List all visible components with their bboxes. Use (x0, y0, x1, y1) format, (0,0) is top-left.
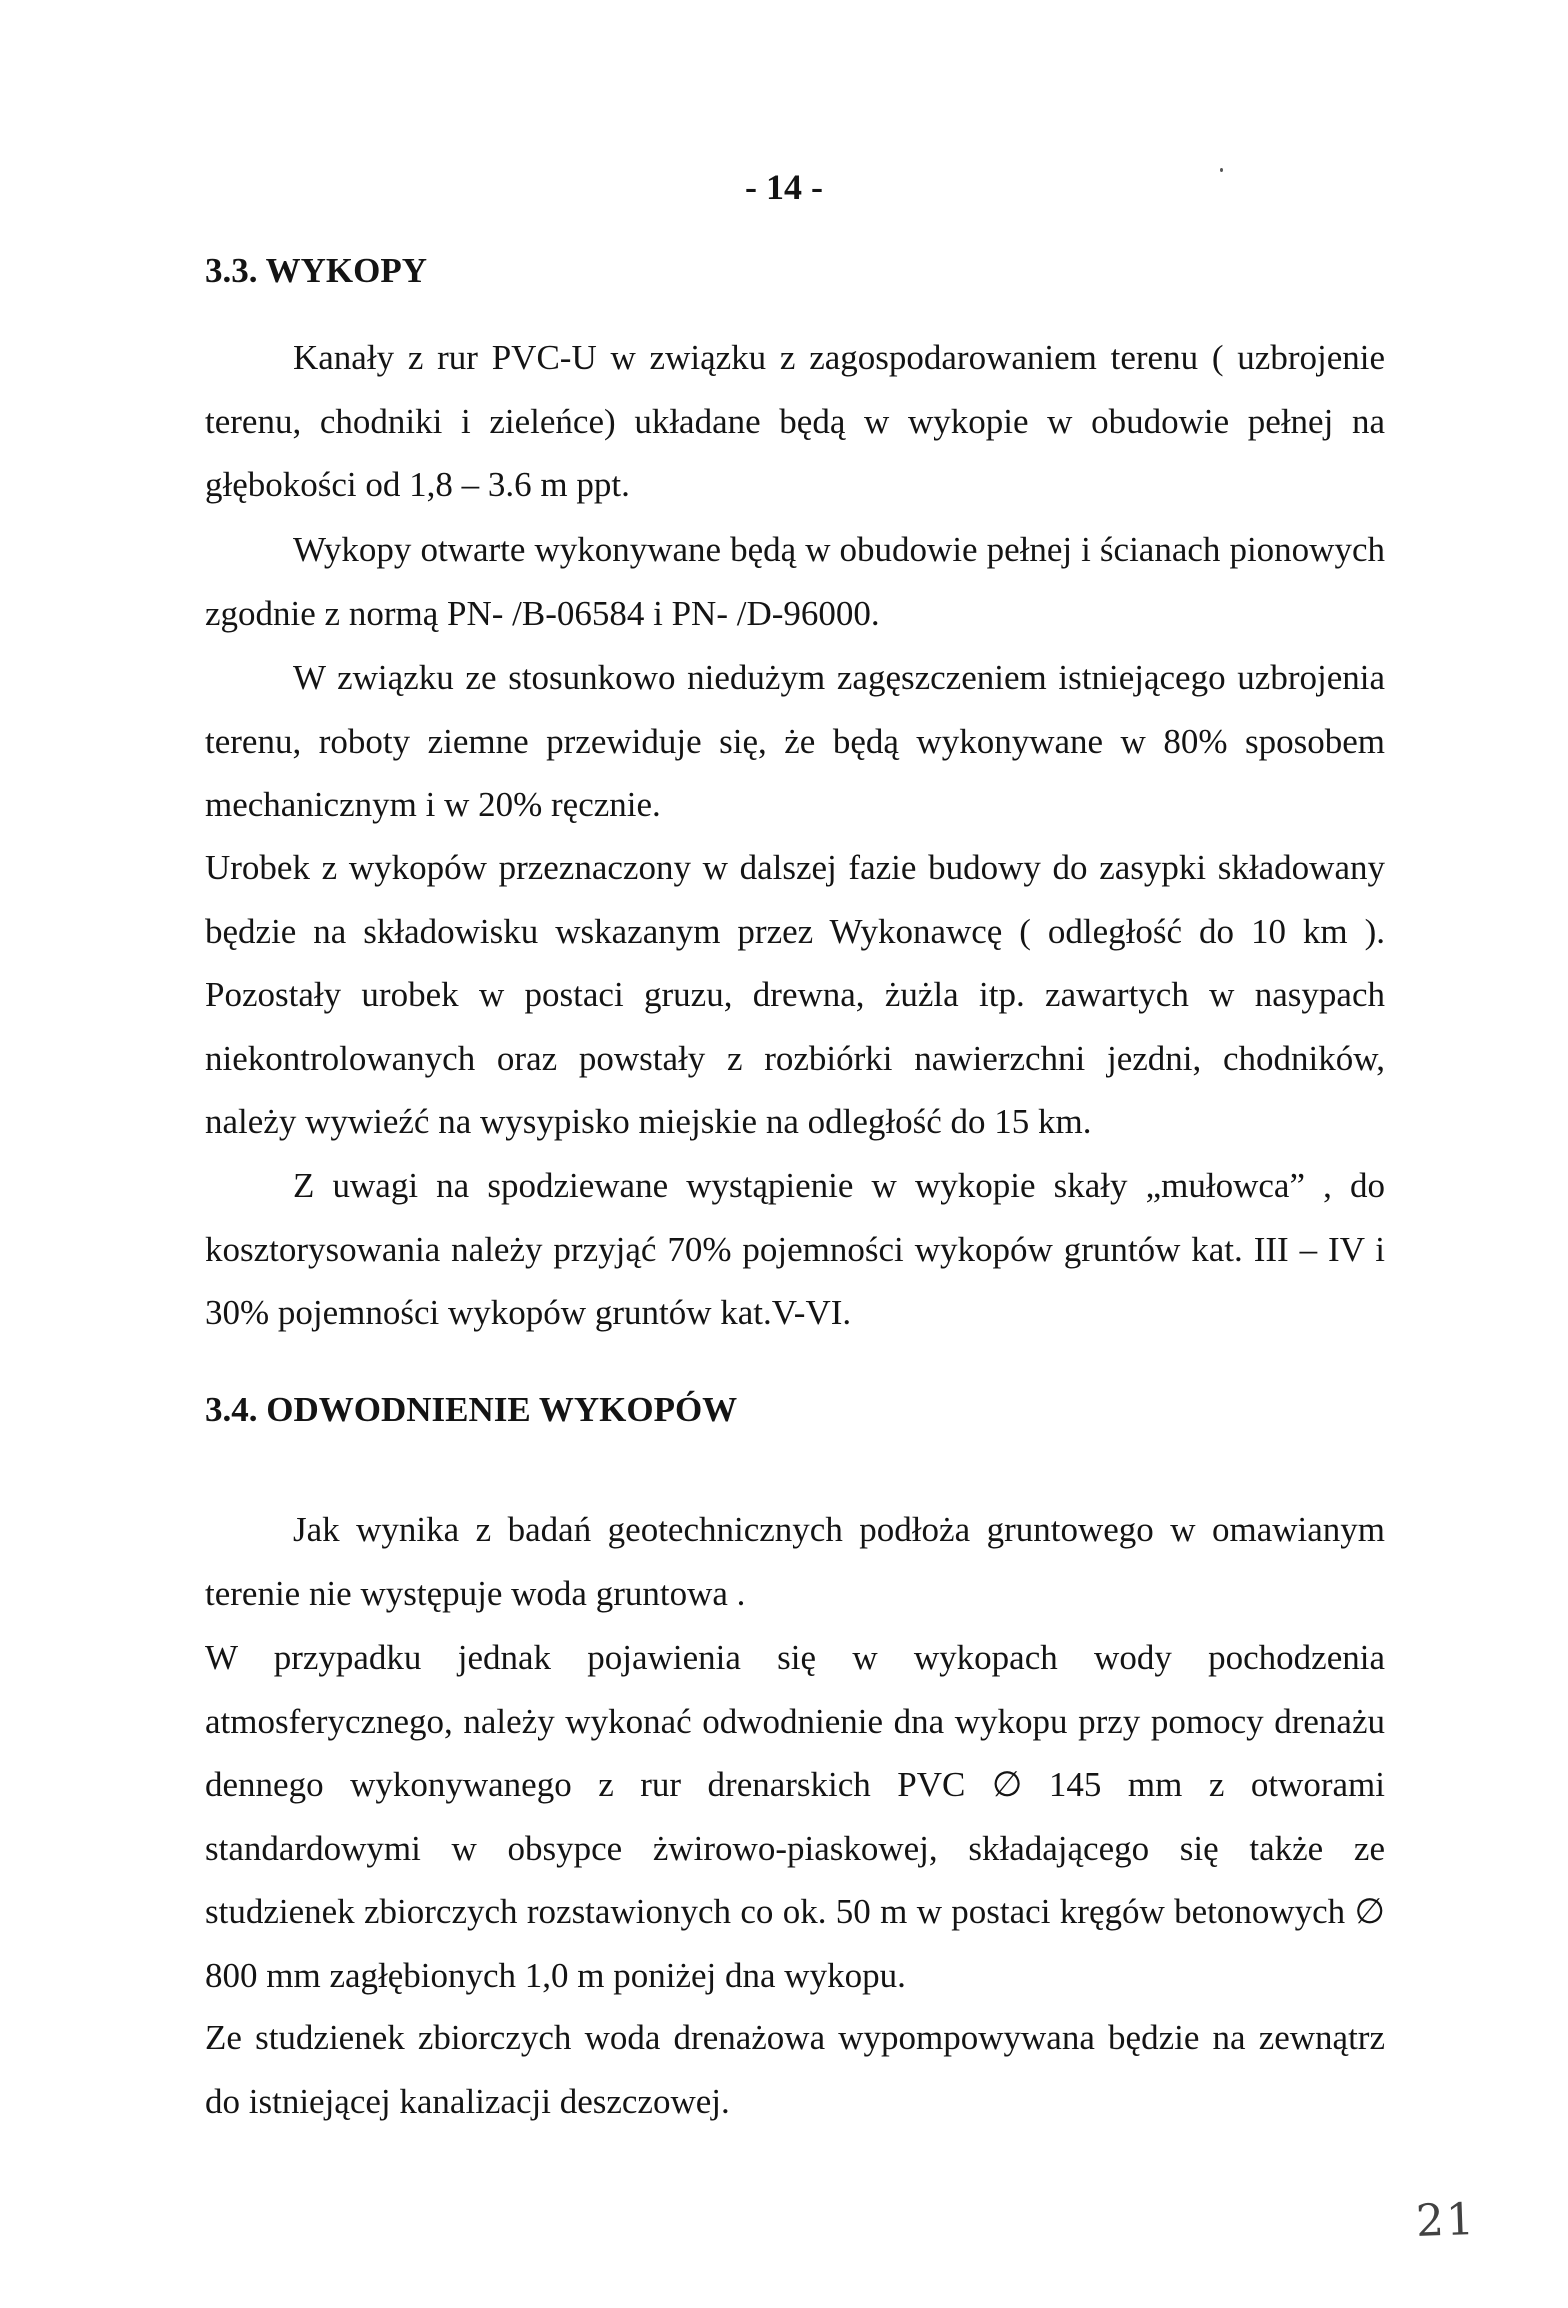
paragraph: Ze studzienek zbiorczych woda drenażowa wypompowywana będzie na zewnątrz do istniejącej kanalizacji deszczowej. (205, 2018, 1385, 2121)
paragraph: W przypadku jednak pojawienia się w wykopach wody pochodzenia atmosferycznego, należy wykonać odwodnienie dna wykopu przy pomocy drenażu dennego wykonywanego z rur drenarskich PVC ∅ 145 mm z otworami standardowymi w obsypce żwirowo-piaskowej, składającego się także ze studzienek zbiorczych rozstawionych co ok. 50 m w postaci kręgów betonowych ∅ 800 mm zagłębionych 1,0 m poniżej dna wykopu. (205, 1638, 1385, 1995)
paragraph: Wykopy otwarte wykonywane będą w obudowie pełnej i ścianach pionowych zgodnie z normą PN- /B-06584 i PN- /D-96000. (205, 530, 1385, 633)
paragraph: Z uwagi na spodziewane wystąpienie w wykopie skały „mułowca” , do kosztorysowania należy przyjąć 70% pojemności wykopów gruntów kat. III – IV i 30% pojemności wykopów gruntów kat.V-VI. (205, 1166, 1385, 1332)
section-title-wykopy: 3.3. WYKOPY (205, 251, 427, 290)
page-number: - 14 - (745, 167, 823, 207)
page-stamp-number: 21 (1415, 2193, 1477, 2248)
paragraph: Kanały z rur PVC-U w związku z zagospodarowaniem terenu ( uzbrojenie terenu, chodniki i zieleńce) układane będą w wykopie w obudowie pełnej na głębokości od 1,8 – 3.6 m ppt. (205, 338, 1385, 504)
paragraph: Jak wynika z badań geotechnicznych podłoża gruntowego w omawianym terenie nie występuje woda gruntowa . (205, 1510, 1385, 1613)
paragraph: W związku ze stosunkowo niedużym zagęszczeniem istniejącego uzbrojenia terenu, roboty ziemne przewiduje się, że będą wykonywane w 80% sposobem mechanicznym i w 20% ręcznie. (205, 658, 1385, 824)
paragraph: Urobek z wykopów przeznaczony w dalszej fazie budowy do zasypki składowany będzie na składowisku wskazanym przez Wykonawcę ( odległość do 10 km ). Pozostały urobek w postaci gruzu, drewna, żużla itp. zawartych w nasypach niekontrolowanych oraz powstały z rozbiórki nawierzchni jezdni, chodników, należy wywieźć na wysypisko miejskie na odległość do 15 km. (205, 848, 1385, 1141)
section-title-odwodnienie-wykopow: 3.4. ODWODNIENIE WYKOPÓW (205, 1390, 738, 1429)
